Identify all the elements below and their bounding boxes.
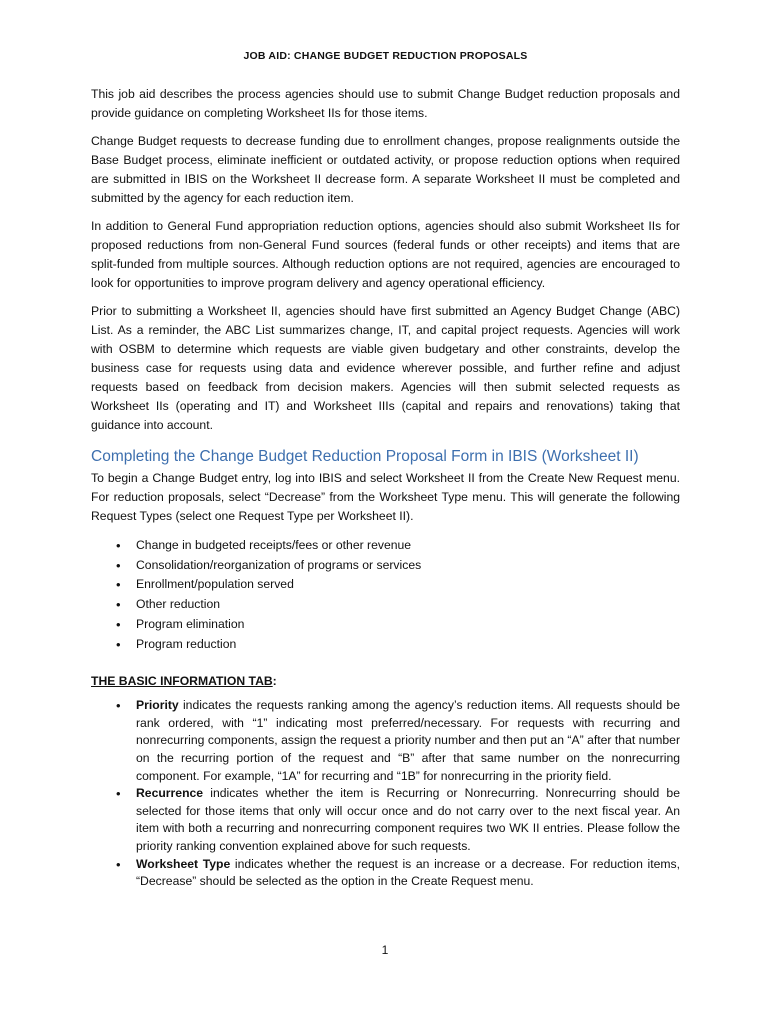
definition-item-recurrence [136, 785, 680, 855]
list-item: • Program elimination [136, 615, 680, 635]
definition-item-priority [136, 697, 680, 785]
non-general-fund-paragraph: In addition to General Fund appropriation reduction options, agencies should also submit Worksheet IIs for proposed reductions from non-General Fund sources (federal funds or other receipts) and items that are split-funded from multiple sources. Although reduction options are not required, agencies are encouraged to look for opportunities to improve program delivery and agency operational efficiency. [91, 219, 680, 290]
request-types-list [91, 536, 680, 654]
section-intro-paragraph: To begin a Change Budget entry, log into IBIS and select Worksheet II from the Create New Request menu. For reduction proposals, select “Decrease” from the Worksheet Type menu. This will generate the following Request Types (select one Request Type per Worksheet II). [91, 471, 680, 523]
intro-paragraph: This job aid describes the process agencies should use to submit Change Budget reduction proposals and provide guidance on completing Worksheet IIs for those items. [91, 87, 680, 120]
abc-list-paragraph: Prior to submitting a Worksheet II, agencies should have first submitted an Agency Budget Change (ABC) List. As a reminder, the ABC List summarizes change, IT, and capital project requests. Agencies will work with OSBM to determine which requests are viable given budgetary and other constraints, develop the business case for requests using data and evidence wherever possible, and further refine and adjust requests based on feedback from decision makers. Agencies will then submit selected requests as Worksheet IIs (operating and IT) and Worksheet IIIs (capital and repairs and renovations) taking that guidance into account. [91, 304, 680, 432]
document-title: JOB AID: CHANGE BUDGET REDUCTION PROPOSALS [243, 50, 528, 62]
basic-info-definitions [91, 697, 680, 891]
list-item: • Change in budgeted receipts/fees or other revenue [136, 536, 680, 556]
definition-term: Priority [136, 698, 179, 713]
definition-item-worksheet-type [136, 856, 680, 891]
list-item: • Program reduction [136, 635, 680, 655]
tab-heading-colon: : [272, 674, 277, 689]
definition-text: indicates whether the request is an increase or a decrease. For reduction items, “Decrease” should be selected as the option in the Create Request menu. [136, 856, 680, 889]
page-number: 1 [381, 943, 389, 957]
list-item: • Enrollment/population served [136, 575, 680, 595]
change-budget-paragraph: Change Budget requests to decrease funding due to enrollment changes, propose realignments outside the Base Budget process, eliminate inefficient or outdated activity, or propose reduction options when required are submitted in IBIS on the Worksheet II decrease form. A separate Worksheet II must be completed and submitted by the agency for each reduction item. [91, 134, 680, 205]
list-item: • Consolidation/reorganization of programs or services [136, 556, 680, 576]
basic-information-tab-heading [91, 672, 680, 691]
definition-text: indicates the requests ranking among the agency’s reduction items. All requests should be rank ordered, with “1” indicating most preferred/necessary. For requests with recurring and nonrecurring components, assign the request a priority number and then put an “A” after that number on the recurring portion of the request and “B” after that same number on the nonrecurring component. For example, “1A” for recurring and “1B” for nonrecurring in the priority field. [136, 698, 680, 783]
list-item: • Other reduction [136, 595, 680, 615]
tab-heading-text: THE BASIC INFORMATION TAB [91, 674, 273, 689]
definition-term: Recurrence [136, 786, 204, 801]
section-heading: Completing the Change Budget Reduction Proposal Form in IBIS (Worksheet II) [91, 448, 639, 465]
definition-text: indicates whether the item is Recurring or Nonrecurring. Nonrecurring should be selected for those items that only will occur once and do not carry over to the next fiscal year. An item with both a recurring and nonrecurring component requires two WK II entries. Please follow the priority ranking convention explained above for such requests. [136, 786, 680, 853]
definition-term: Worksheet Type [136, 856, 231, 871]
